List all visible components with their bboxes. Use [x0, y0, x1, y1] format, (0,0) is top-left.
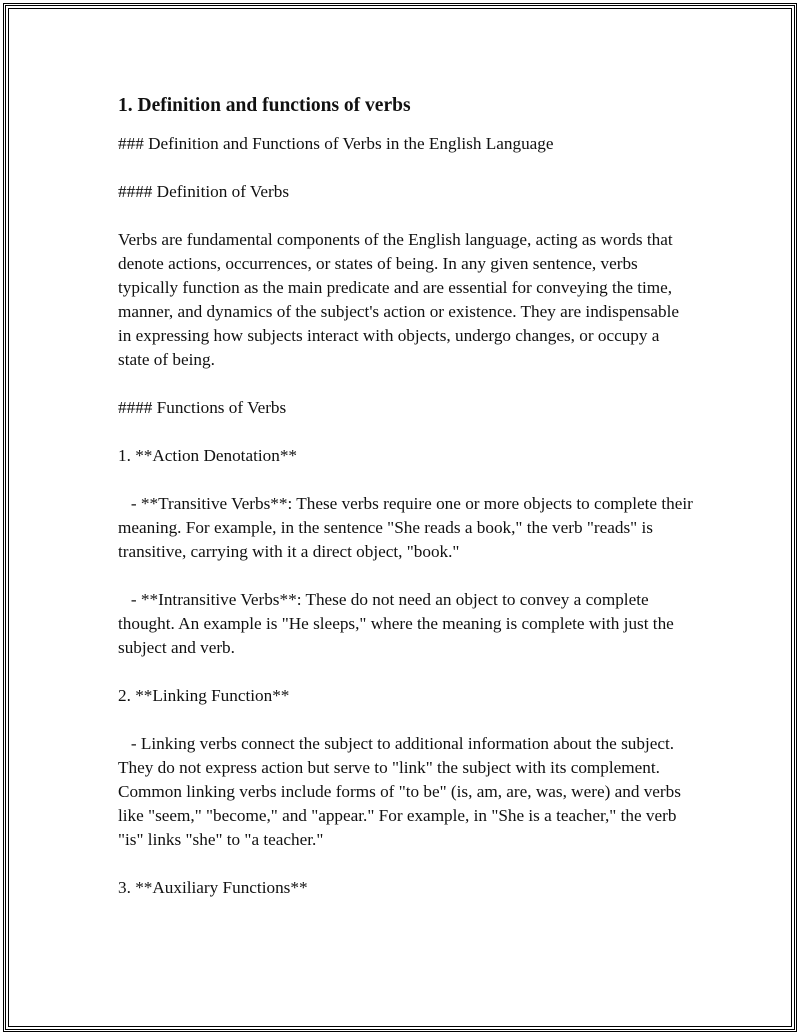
document-body: [118, 93, 698, 900]
linking-verbs-paragraph: - Linking verbs connect the subject to additional information about the subject. They do not express action but serve to "link" the subject with its complement. Common linking verbs include forms of "to be" (is, am, are, was, were) and verbs like "seem," "become," and "appear." For example, in "She is a teacher," the verb "is" links "she" to "a teacher.": [118, 734, 686, 849]
list-item-linking-function: 2. **Linking Function**: [118, 686, 290, 705]
list-item-auxiliary-functions: 3. **Auxiliary Functions**: [118, 878, 308, 897]
functions-subheading: #### Functions of Verbs: [118, 398, 287, 417]
list-item-action-denotation: 1. **Action Denotation**: [118, 446, 298, 465]
definition-paragraph: Verbs are fundamental components of the English language, acting as words that denote actions, occurrences, or states of being. In any given sentence, verbs typically function as the main predicate and are essential for conveying the time, manner, and dynamics of the subject's action or existence. They are indispensable in expressing how subjects interact with objects, undergo changes, or occupy a state of being.: [118, 230, 684, 369]
section-heading: 1. Definition and functions of verbs: [118, 95, 411, 116]
definition-subheading: #### Definition of Verbs: [118, 182, 290, 201]
intransitive-verbs-paragraph: - **Intransitive Verbs**: These do not need an object to convey a complete thought. An example is "He sleeps," where the meaning is complete with just the subject and verb.: [118, 590, 679, 657]
transitive-verbs-paragraph: - **Transitive Verbs**: These verbs require one or more objects to complete their meaning. For example, in the sentence "She reads a book," the verb "reads" is transitive, carrying with it a direct object, "book.": [118, 494, 698, 561]
subtitle-line: ### Definition and Functions of Verbs in the English Language: [118, 134, 554, 153]
